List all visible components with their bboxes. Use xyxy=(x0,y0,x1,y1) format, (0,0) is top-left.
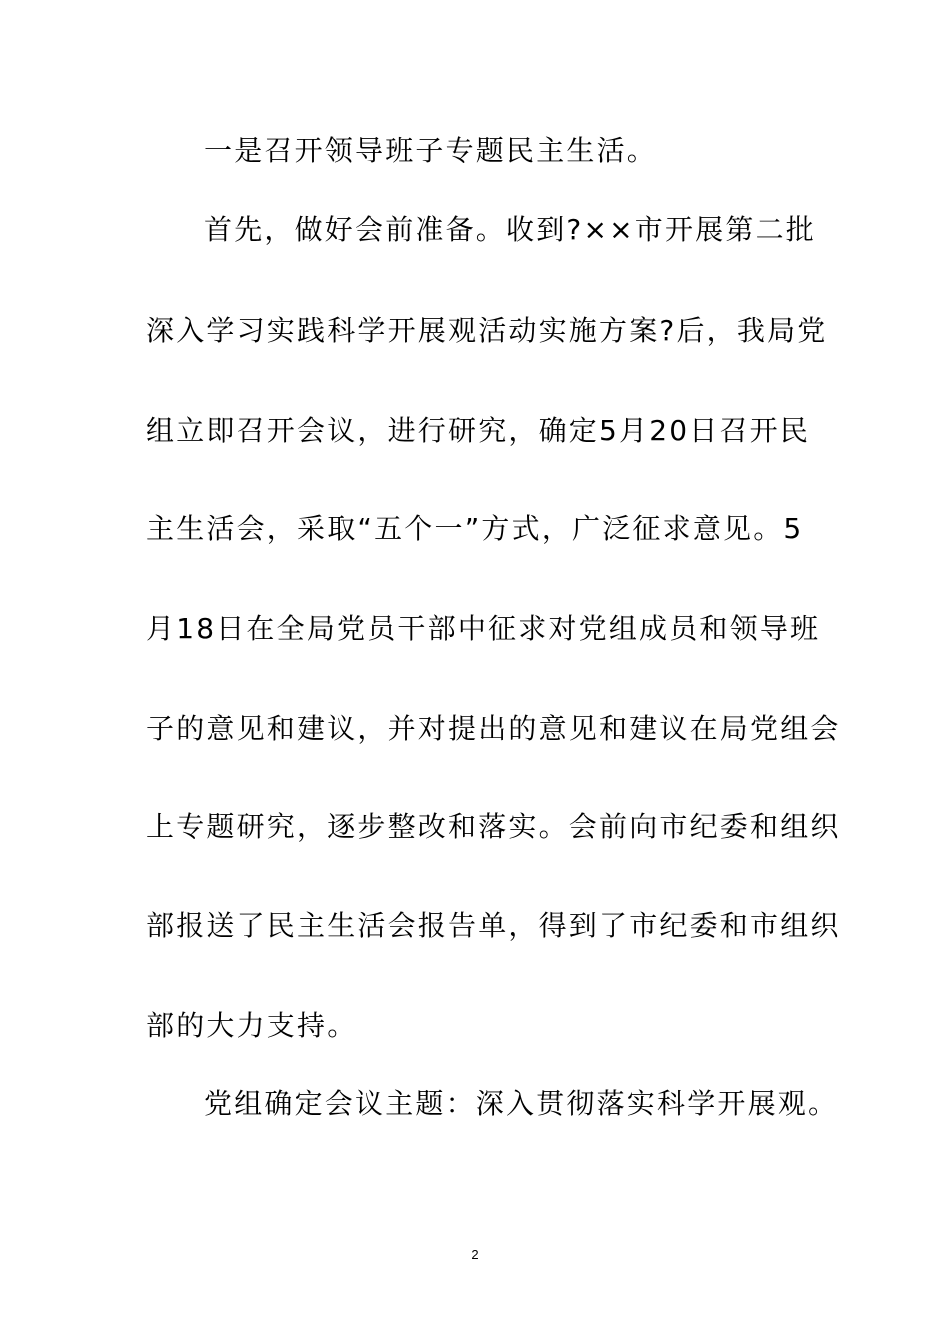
paragraph-2-line-8: 部报送了民主生活会报告单，得到了市纪委和市组织 xyxy=(146,909,841,942)
paragraph-1-line-1: 一是召开领导班子专题民主生活。 xyxy=(204,134,658,167)
paragraph-2-line-9: 部的大力支持。 xyxy=(146,1009,358,1042)
paragraph-2-line-6: 子的意见和建议，并对提出的意见和建议在局党组会 xyxy=(146,712,841,745)
paragraph-2-line-4: 主生活会，采取“五个一”方式，广泛征求意见。5 xyxy=(146,512,804,545)
paragraph-2-line-7: 上专题研究，逐步整改和落实。会前向市纪委和组织 xyxy=(146,810,841,843)
page-number: 2 xyxy=(471,1247,479,1262)
paragraph-2-line-2: 深入学习实践科学开展观活动实施方案?后，我局党 xyxy=(146,314,828,347)
paragraph-2-line-3: 组立即召开会议，进行研究，确定5月20日召开民 xyxy=(146,414,811,447)
paragraph-3-line-1: 党组确定会议主题：深入贯彻落实科学开展观。 xyxy=(204,1087,839,1120)
paragraph-2-line-1: 首先，做好会前准备。收到?××市开展第二批 xyxy=(204,213,816,246)
paragraph-2-line-5: 月18日在全局党员干部中征求对党组成员和领导班 xyxy=(146,612,821,645)
